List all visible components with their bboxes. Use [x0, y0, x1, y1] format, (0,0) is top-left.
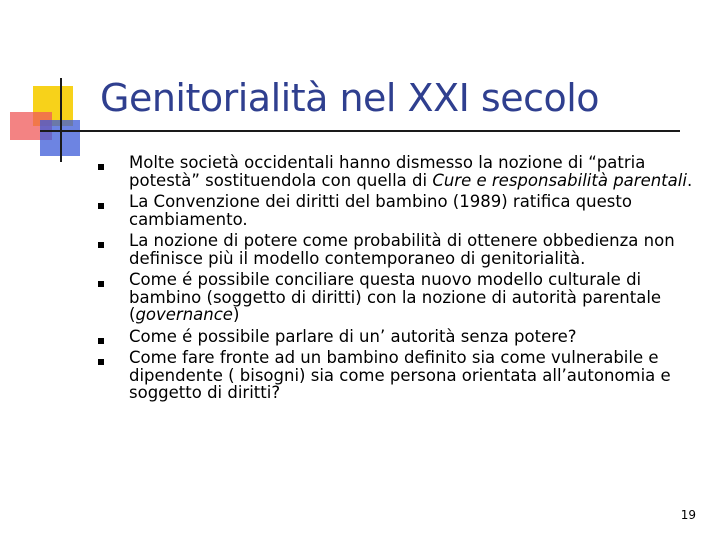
bullet-item [98, 154, 698, 189]
bullet-text: ) [232, 305, 240, 324]
bullet-item [98, 232, 698, 267]
bullet-text-italic: Cure e responsabilità parentali [432, 170, 687, 190]
bullet-text: Molte società occidentali hanno dismesso la nozione di “patria potestà” sostituendola con quella di [129, 153, 646, 190]
bullet-text: Come fare fronte ad un bambino definito sia come vulnerabile e dipendente ( bisogni) sia come persona orientata all’autonomia e soggetto di diritti? [129, 348, 671, 402]
bullet-text: La Convenzione dei diritti del bambino (1989) ratifica questo cambiamento. [129, 192, 632, 229]
title-divider [40, 130, 680, 132]
bullet-item [98, 193, 698, 228]
bullet-item [98, 271, 698, 324]
bullet-text-italic: governance [135, 305, 233, 324]
bullet-list [98, 154, 698, 406]
bullet-marker-icon [98, 281, 104, 287]
page-number: 19 [680, 508, 696, 522]
bullet-marker-icon [98, 164, 104, 170]
bullet-marker-icon [98, 203, 104, 209]
bullet-marker-icon [98, 242, 104, 248]
bullet-text: Come é possibile parlare di un’ autorità senza potere? [129, 326, 577, 346]
bullet-item [98, 349, 698, 402]
bullet-marker-icon [98, 338, 104, 344]
bullet-text: . [686, 170, 693, 190]
slide-title: Genitorialità nel XXI secolo [100, 76, 600, 120]
bullet-text: Come é possibile conciliare questa nuovo modello culturale di bambino (soggetto di diritti) con la nozione di autorità parentale ( [129, 270, 662, 324]
bullet-marker-icon [98, 359, 104, 365]
deco-vertical-line [60, 78, 62, 162]
bullet-item [98, 328, 698, 346]
bullet-text: La nozione di potere come probabilità di ottenere obbedienza non definisce più il modello contemporaneo di genitorialità. [129, 231, 675, 268]
